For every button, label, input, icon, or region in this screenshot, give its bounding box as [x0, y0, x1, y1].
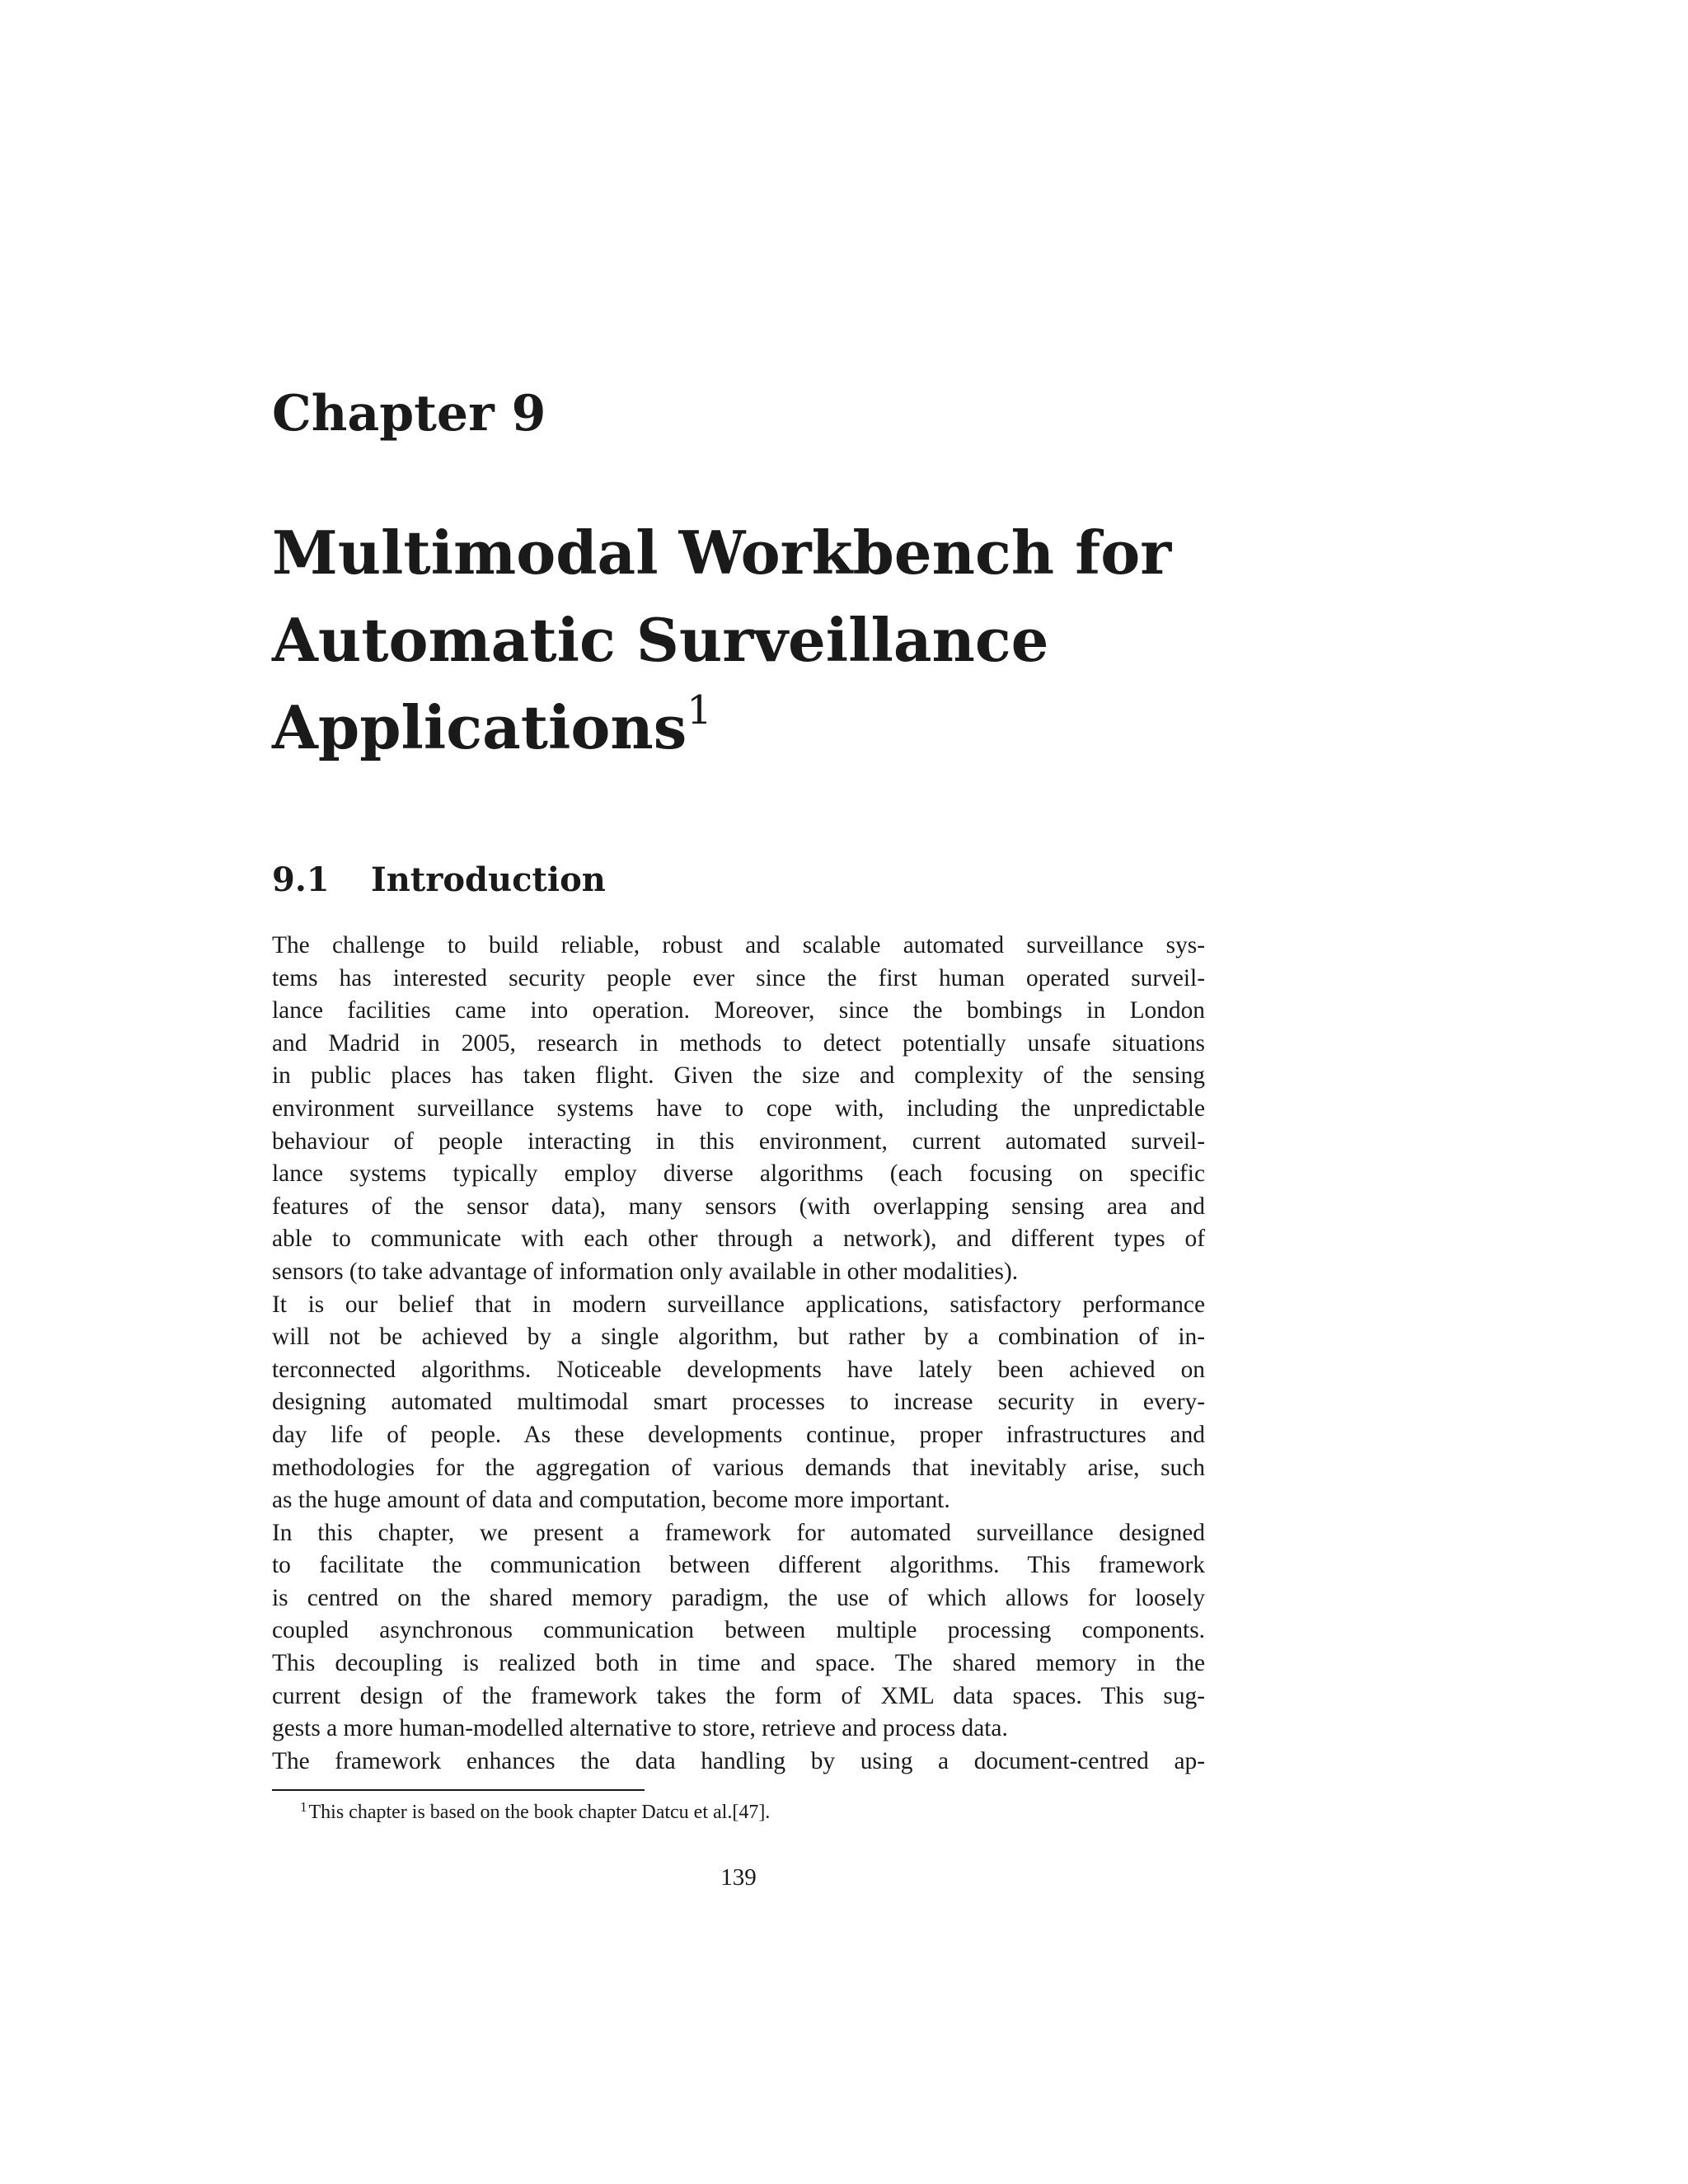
- text-line: terconnected algorithms. Noticeable developments have lately been achieved on: [272, 1356, 1205, 1383]
- chapter-title-line: Automatic Surveillance: [272, 605, 1049, 675]
- text-line: methodologies for the aggregation of various demands that inevitably arise, such: [272, 1454, 1205, 1481]
- title-footnote-mark[interactable]: 1: [687, 687, 712, 733]
- page-number: 139: [720, 1864, 757, 1891]
- section-heading: [272, 857, 606, 903]
- text-line: tems has interested security people ever since the first human operated surveil-: [272, 964, 1205, 991]
- text-line: current design of the framework takes the form of XML data spaces. This sug-: [272, 1682, 1205, 1709]
- chapter-title-line: Multimodal Workbench for: [272, 518, 1172, 588]
- text-line: features of the sensor data), many sensors (with overlapping sensing area and: [272, 1193, 1205, 1220]
- text-line: designing automated multimodal smart processes to increase security in every-: [272, 1389, 1205, 1416]
- text-line: behaviour of people interacting in this environment, current automated surveil-: [272, 1127, 1205, 1155]
- text-line: lance systems typically employ diverse algorithms (each focusing on specific: [272, 1160, 1205, 1188]
- chapter-title: [272, 509, 1261, 771]
- chapter-title-line: [272, 684, 1261, 771]
- text-line: day life of people. As these developments continue, proper infrastructures and: [272, 1421, 1205, 1448]
- text-line: coupled asynchronous communication between multiple processing components.: [272, 1617, 1205, 1644]
- text-line: and Madrid in 2005, research in methods to detect potentially unsafe situations: [272, 1029, 1205, 1057]
- text-line: gests a more human-modelled alternative to store, retrieve and process data.: [272, 1715, 1008, 1742]
- text-line: to facilitate the communication between different algorithms. This framework: [272, 1552, 1205, 1579]
- text-line: as the huge amount of data and computation, become more important.: [272, 1487, 950, 1514]
- footnote-divider: [272, 1789, 645, 1791]
- text-line: In this chapter, we present a framework for automated surveillance designed: [272, 1519, 1205, 1546]
- text-line: will not be achieved by a single algorithm, but rather by a combination of in-: [272, 1324, 1205, 1351]
- text-line: is centred on the shared memory paradigm, the use of which allows for loosely: [272, 1584, 1205, 1611]
- text-line: This decoupling is realized both in time and space. The shared memory in the: [272, 1650, 1205, 1677]
- text-line: The challenge to build reliable, robust and scalable automated surveillance sys-: [272, 932, 1205, 958]
- text-line: It is our belief that in modern surveillance applications, satisfactory performance: [272, 1291, 1205, 1318]
- body-text: [272, 930, 1205, 1778]
- text-line: sensors (to take advantage of information only available in other modalities).: [272, 1258, 1019, 1285]
- text-line: able to communicate with each other through a network), and different types of: [272, 1226, 1205, 1253]
- text-line: in public places has taken flight. Given the size and complexity of the sensing: [272, 1062, 1205, 1090]
- footnote-text: This chapter is based on the book chapter Datcu et al.[47].: [308, 1802, 771, 1823]
- text-line: The framework enhances the data handling by using a document-centred ap-: [272, 1747, 1205, 1774]
- footnote: [300, 1798, 770, 1826]
- chapter-title-line-text: Applications: [272, 692, 687, 762]
- footnote-mark: 1: [300, 1799, 307, 1815]
- section-title: Introduction: [371, 860, 606, 899]
- text-line: lance facilities came into operation. Moreover, since the bombings in London: [272, 997, 1205, 1024]
- text-line: environment surveillance systems have to cope with, including the unpredictable: [272, 1094, 1205, 1122]
- section-number: 9.1: [272, 860, 330, 899]
- chapter-label: Chapter 9: [272, 385, 546, 443]
